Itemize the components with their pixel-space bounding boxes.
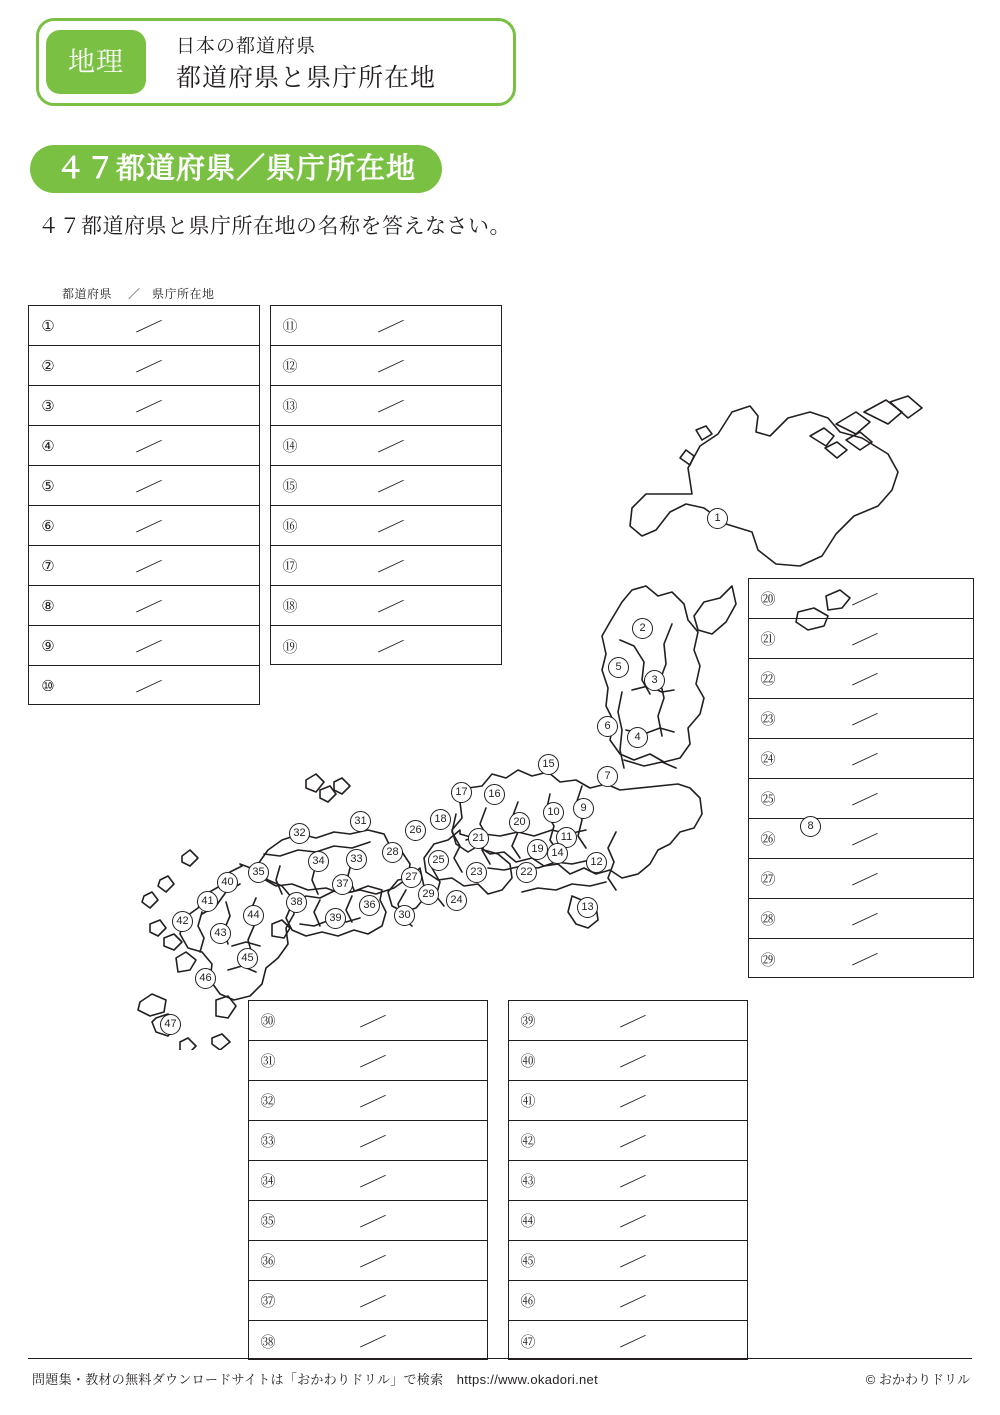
map-marker-37[interactable]: 37 (332, 874, 353, 895)
map-marker-2[interactable]: 2 (632, 618, 653, 639)
answer-slash: ／ (617, 1005, 648, 1037)
map-marker-18[interactable]: 18 (430, 809, 451, 830)
map-marker-16[interactable]: 16 (484, 784, 505, 805)
footer-text: 問題集・教材の無料ダウンロードサイトは「おかわりドリル」で検索 https://www.okadori.net (32, 1372, 598, 1387)
answer-number: ⑪ (282, 318, 298, 335)
map-marker-20[interactable]: 20 (509, 812, 530, 833)
answer-slash: ／ (850, 903, 880, 935)
answer-slash: ／ (133, 470, 163, 502)
answer-slash: ／ (357, 1005, 388, 1037)
answer-slash: ／ (617, 1285, 648, 1317)
answer-number: ⑧ (41, 597, 55, 615)
answer-row[interactable] (249, 1281, 487, 1321)
answer-number: ⑮ (282, 478, 298, 495)
map-marker-38[interactable]: 38 (286, 892, 307, 913)
map-marker-47[interactable]: 47 (160, 1014, 181, 1035)
answer-number: ㊳ (260, 1333, 276, 1351)
answer-row[interactable] (249, 1081, 487, 1121)
answer-number: ㊷ (520, 1133, 536, 1150)
answer-slash: ／ (850, 783, 880, 815)
page-title: ４７都道府県／県庁所在地 (30, 145, 442, 193)
map-marker-26[interactable]: 26 (405, 820, 426, 841)
map-marker-6[interactable]: 6 (597, 716, 618, 737)
answer-slash: ／ (375, 390, 405, 422)
answer-number: ㉒ (760, 671, 776, 688)
answer-number: ㊶ (520, 1093, 536, 1110)
answer-number: ㉗ (760, 871, 776, 888)
answer-number: ⑫ (282, 358, 298, 375)
map-marker-1[interactable]: 1 (707, 508, 728, 529)
answer-slash: ／ (617, 1045, 648, 1077)
map-marker-32[interactable]: 32 (289, 823, 310, 844)
map-marker-19[interactable]: 19 (527, 839, 548, 860)
answer-number: ⑤ (41, 477, 55, 495)
answer-slash: ／ (375, 550, 405, 582)
answer-slash: ／ (375, 470, 405, 502)
map-marker-23[interactable]: 23 (466, 862, 487, 883)
map-marker-10[interactable]: 10 (543, 802, 564, 823)
answer-slash: ／ (375, 430, 405, 462)
answer-slash: ／ (617, 1205, 648, 1237)
answer-slash: ／ (357, 1245, 388, 1277)
map-marker-45[interactable]: 45 (237, 948, 258, 969)
answer-number: ㉜ (260, 1093, 276, 1110)
answer-row[interactable] (249, 1241, 487, 1281)
answer-number: ⑱ (282, 598, 298, 615)
answer-number: ㊻ (520, 1293, 536, 1310)
map-marker-22[interactable]: 22 (516, 862, 537, 883)
answer-number: ㉙ (760, 951, 776, 969)
answer-slash: ／ (133, 671, 163, 703)
map-marker-17[interactable]: 17 (451, 782, 472, 803)
column-header-prefecture: 都道府県 (62, 287, 113, 301)
answer-number: ⑭ (282, 438, 298, 455)
answer-slash: ／ (850, 944, 880, 976)
answer-table-5 (508, 1000, 748, 1360)
answer-slash: ／ (357, 1125, 388, 1157)
column-header-capital: 県庁所在地 (152, 287, 215, 301)
answer-row[interactable] (509, 1161, 747, 1201)
map-marker-27[interactable]: 27 (401, 867, 422, 888)
answer-number: ㉘ (760, 911, 776, 928)
answer-slash: ／ (133, 630, 163, 662)
answer-number: ㉑ (760, 631, 776, 648)
map-marker-42[interactable]: 42 (172, 911, 193, 932)
answer-row[interactable] (271, 346, 501, 386)
answer-slash: ／ (850, 823, 880, 855)
map-marker-41[interactable]: 41 (197, 891, 218, 912)
answer-slash: ／ (850, 703, 880, 735)
answer-slash: ／ (357, 1285, 388, 1317)
map-marker-15[interactable]: 15 (538, 754, 559, 775)
map-marker-39[interactable]: 39 (325, 908, 346, 929)
answer-number: ㊼ (520, 1333, 536, 1351)
map-marker-34[interactable]: 34 (308, 851, 329, 872)
answer-number: ⑩ (41, 678, 55, 695)
answer-number: ⑥ (41, 517, 55, 535)
answer-number: ㉛ (260, 1053, 276, 1070)
map-marker-44[interactable]: 44 (243, 905, 264, 926)
answer-slash: ／ (375, 350, 405, 382)
answer-slash: ／ (357, 1205, 388, 1237)
answer-slash: ／ (375, 510, 405, 542)
answer-row[interactable] (509, 1121, 747, 1161)
answer-slash: ／ (133, 510, 163, 542)
map-marker-29[interactable]: 29 (418, 884, 439, 905)
answer-slash: ／ (133, 550, 163, 582)
map-marker-3[interactable]: 3 (644, 670, 665, 691)
answer-number: ㊲ (260, 1293, 276, 1310)
map-marker-25[interactable]: 25 (428, 850, 449, 871)
answer-slash: ／ (850, 743, 880, 775)
answer-slash: ／ (133, 390, 163, 422)
answer-table-4 (248, 1000, 488, 1360)
map-marker-4[interactable]: 4 (627, 727, 648, 748)
answer-row[interactable] (249, 1161, 487, 1201)
answer-slash: ／ (617, 1085, 648, 1117)
answer-slash: ／ (375, 631, 405, 663)
answer-row[interactable] (509, 1201, 747, 1241)
answer-number: ② (41, 357, 55, 375)
answer-slash: ／ (617, 1165, 648, 1197)
answer-slash: ／ (850, 863, 880, 895)
answer-number: ㊱ (260, 1253, 276, 1270)
map-marker-11[interactable]: 11 (556, 827, 577, 848)
answer-number: ㊹ (520, 1213, 536, 1230)
answer-row[interactable] (509, 1241, 747, 1281)
answer-slash: ／ (617, 1125, 648, 1157)
answer-number: ㉟ (260, 1213, 276, 1230)
answer-number: ㉕ (760, 791, 776, 808)
answer-number: ⑯ (282, 518, 298, 535)
answer-number: ⑨ (41, 637, 55, 655)
answer-number: ㊸ (520, 1173, 536, 1190)
map-marker-8[interactable]: 8 (800, 816, 821, 837)
map-marker-5[interactable]: 5 (608, 657, 629, 678)
answer-number: ③ (41, 397, 55, 415)
map-marker-31[interactable]: 31 (350, 811, 371, 832)
answer-row[interactable] (509, 1281, 747, 1321)
answer-number: ⑰ (282, 558, 298, 575)
answer-slash: ／ (850, 623, 880, 655)
answer-number: ㉞ (260, 1173, 276, 1190)
answer-slash: ／ (133, 430, 163, 462)
answer-slash: ／ (617, 1245, 648, 1277)
japan-map (120, 390, 960, 1050)
answer-number: ⑳ (760, 591, 776, 608)
map-marker-30[interactable]: 30 (394, 905, 415, 926)
answer-number: ⑲ (282, 638, 298, 656)
footer-copyright: © おかわりドリル (865, 1372, 970, 1387)
header-title: 都道府県と県庁所在地 (176, 64, 437, 92)
subject-tag: 地理 (46, 30, 146, 94)
answer-number: ㉔ (760, 751, 776, 768)
footer-divider (28, 1358, 972, 1359)
map-marker-7[interactable]: 7 (597, 766, 618, 787)
answer-row[interactable] (509, 1321, 747, 1361)
answer-number: ㉝ (260, 1133, 276, 1150)
answer-row[interactable] (29, 346, 259, 386)
answer-row[interactable] (249, 1321, 487, 1361)
answer-slash: ／ (617, 1326, 648, 1358)
map-marker-36[interactable]: 36 (359, 895, 380, 916)
map-marker-14[interactable]: 14 (547, 843, 568, 864)
map-marker-24[interactable]: 24 (446, 890, 467, 911)
map-marker-9[interactable]: 9 (573, 798, 594, 819)
map-marker-35[interactable]: 35 (248, 862, 269, 883)
answer-number: ⑬ (282, 398, 298, 415)
map-marker-13[interactable]: 13 (577, 897, 598, 918)
answer-row[interactable] (509, 1081, 747, 1121)
answer-number: ㊴ (520, 1013, 536, 1030)
answer-slash: ／ (850, 583, 880, 615)
answer-number: ㉖ (760, 831, 776, 848)
answer-row[interactable] (29, 306, 259, 346)
answer-row[interactable] (271, 306, 501, 346)
column-header-slash: ／ (128, 287, 141, 301)
instruction-text: ４７都道府県と県庁所在地の名称を答えなさい。 (38, 215, 511, 238)
answer-slash: ／ (133, 310, 163, 342)
answer-number: ① (41, 317, 55, 335)
answer-slash: ／ (357, 1085, 388, 1117)
answer-number: ㊵ (520, 1053, 536, 1070)
map-marker-21[interactable]: 21 (468, 828, 489, 849)
map-marker-46[interactable]: 46 (195, 968, 216, 989)
answer-slash: ／ (133, 350, 163, 382)
map-marker-43[interactable]: 43 (210, 923, 231, 944)
answer-row[interactable] (249, 1201, 487, 1241)
answer-number: ⑦ (41, 557, 55, 575)
answer-slash: ／ (357, 1045, 388, 1077)
answer-slash: ／ (850, 663, 880, 695)
map-marker-40[interactable]: 40 (217, 872, 238, 893)
answer-slash: ／ (133, 590, 163, 622)
answer-slash: ／ (375, 310, 405, 342)
header-subtitle: 日本の都道府県 (176, 36, 317, 57)
answer-number: ㉚ (260, 1013, 276, 1030)
answer-number: ④ (41, 437, 55, 455)
map-marker-33[interactable]: 33 (346, 849, 367, 870)
answer-slash: ／ (357, 1165, 388, 1197)
answer-number: ㊺ (520, 1253, 536, 1270)
answer-number: ㉓ (760, 711, 776, 728)
map-marker-28[interactable]: 28 (382, 842, 403, 863)
answer-slash: ／ (357, 1326, 388, 1358)
answer-row[interactable] (249, 1121, 487, 1161)
map-marker-12[interactable]: 12 (586, 852, 607, 873)
answer-slash: ／ (375, 590, 405, 622)
